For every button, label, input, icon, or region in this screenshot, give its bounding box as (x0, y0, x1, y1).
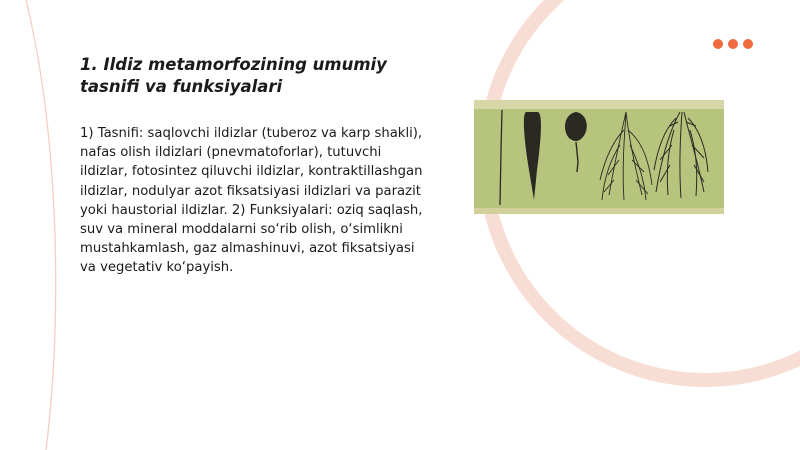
dot-icon (713, 39, 723, 49)
left-arc-line (26, 0, 56, 450)
root-types-image (474, 100, 724, 214)
slide-body-text: 1) Tasnifi: saqlovchi ildizlar (tuberoz va karp shakli), nafas olish ildizlari (pnevmatoforlar), tutuvchi ildizlar, fotosintez qiluvchi ildizlar, kontraktillashgan ildizlar, nodulyar azot fiksatsiyasi ildizlari va parazit yoki haustorial ildizlar. 2) Funksiyalari: oziq saqlash, suv va mineral moddalarni so‘rib olish, o‘simlikni mustahkamlash, gaz almashinuvi, azot fiksatsiyasi va vegetativ ko‘payish. (80, 126, 423, 276)
dots-menu-icon (713, 39, 753, 49)
slide-title: 1. Ildiz metamorfozining umumiy tasnifi va funksiyalari (80, 55, 387, 96)
dot-icon (728, 39, 738, 49)
dot-icon (743, 39, 753, 49)
